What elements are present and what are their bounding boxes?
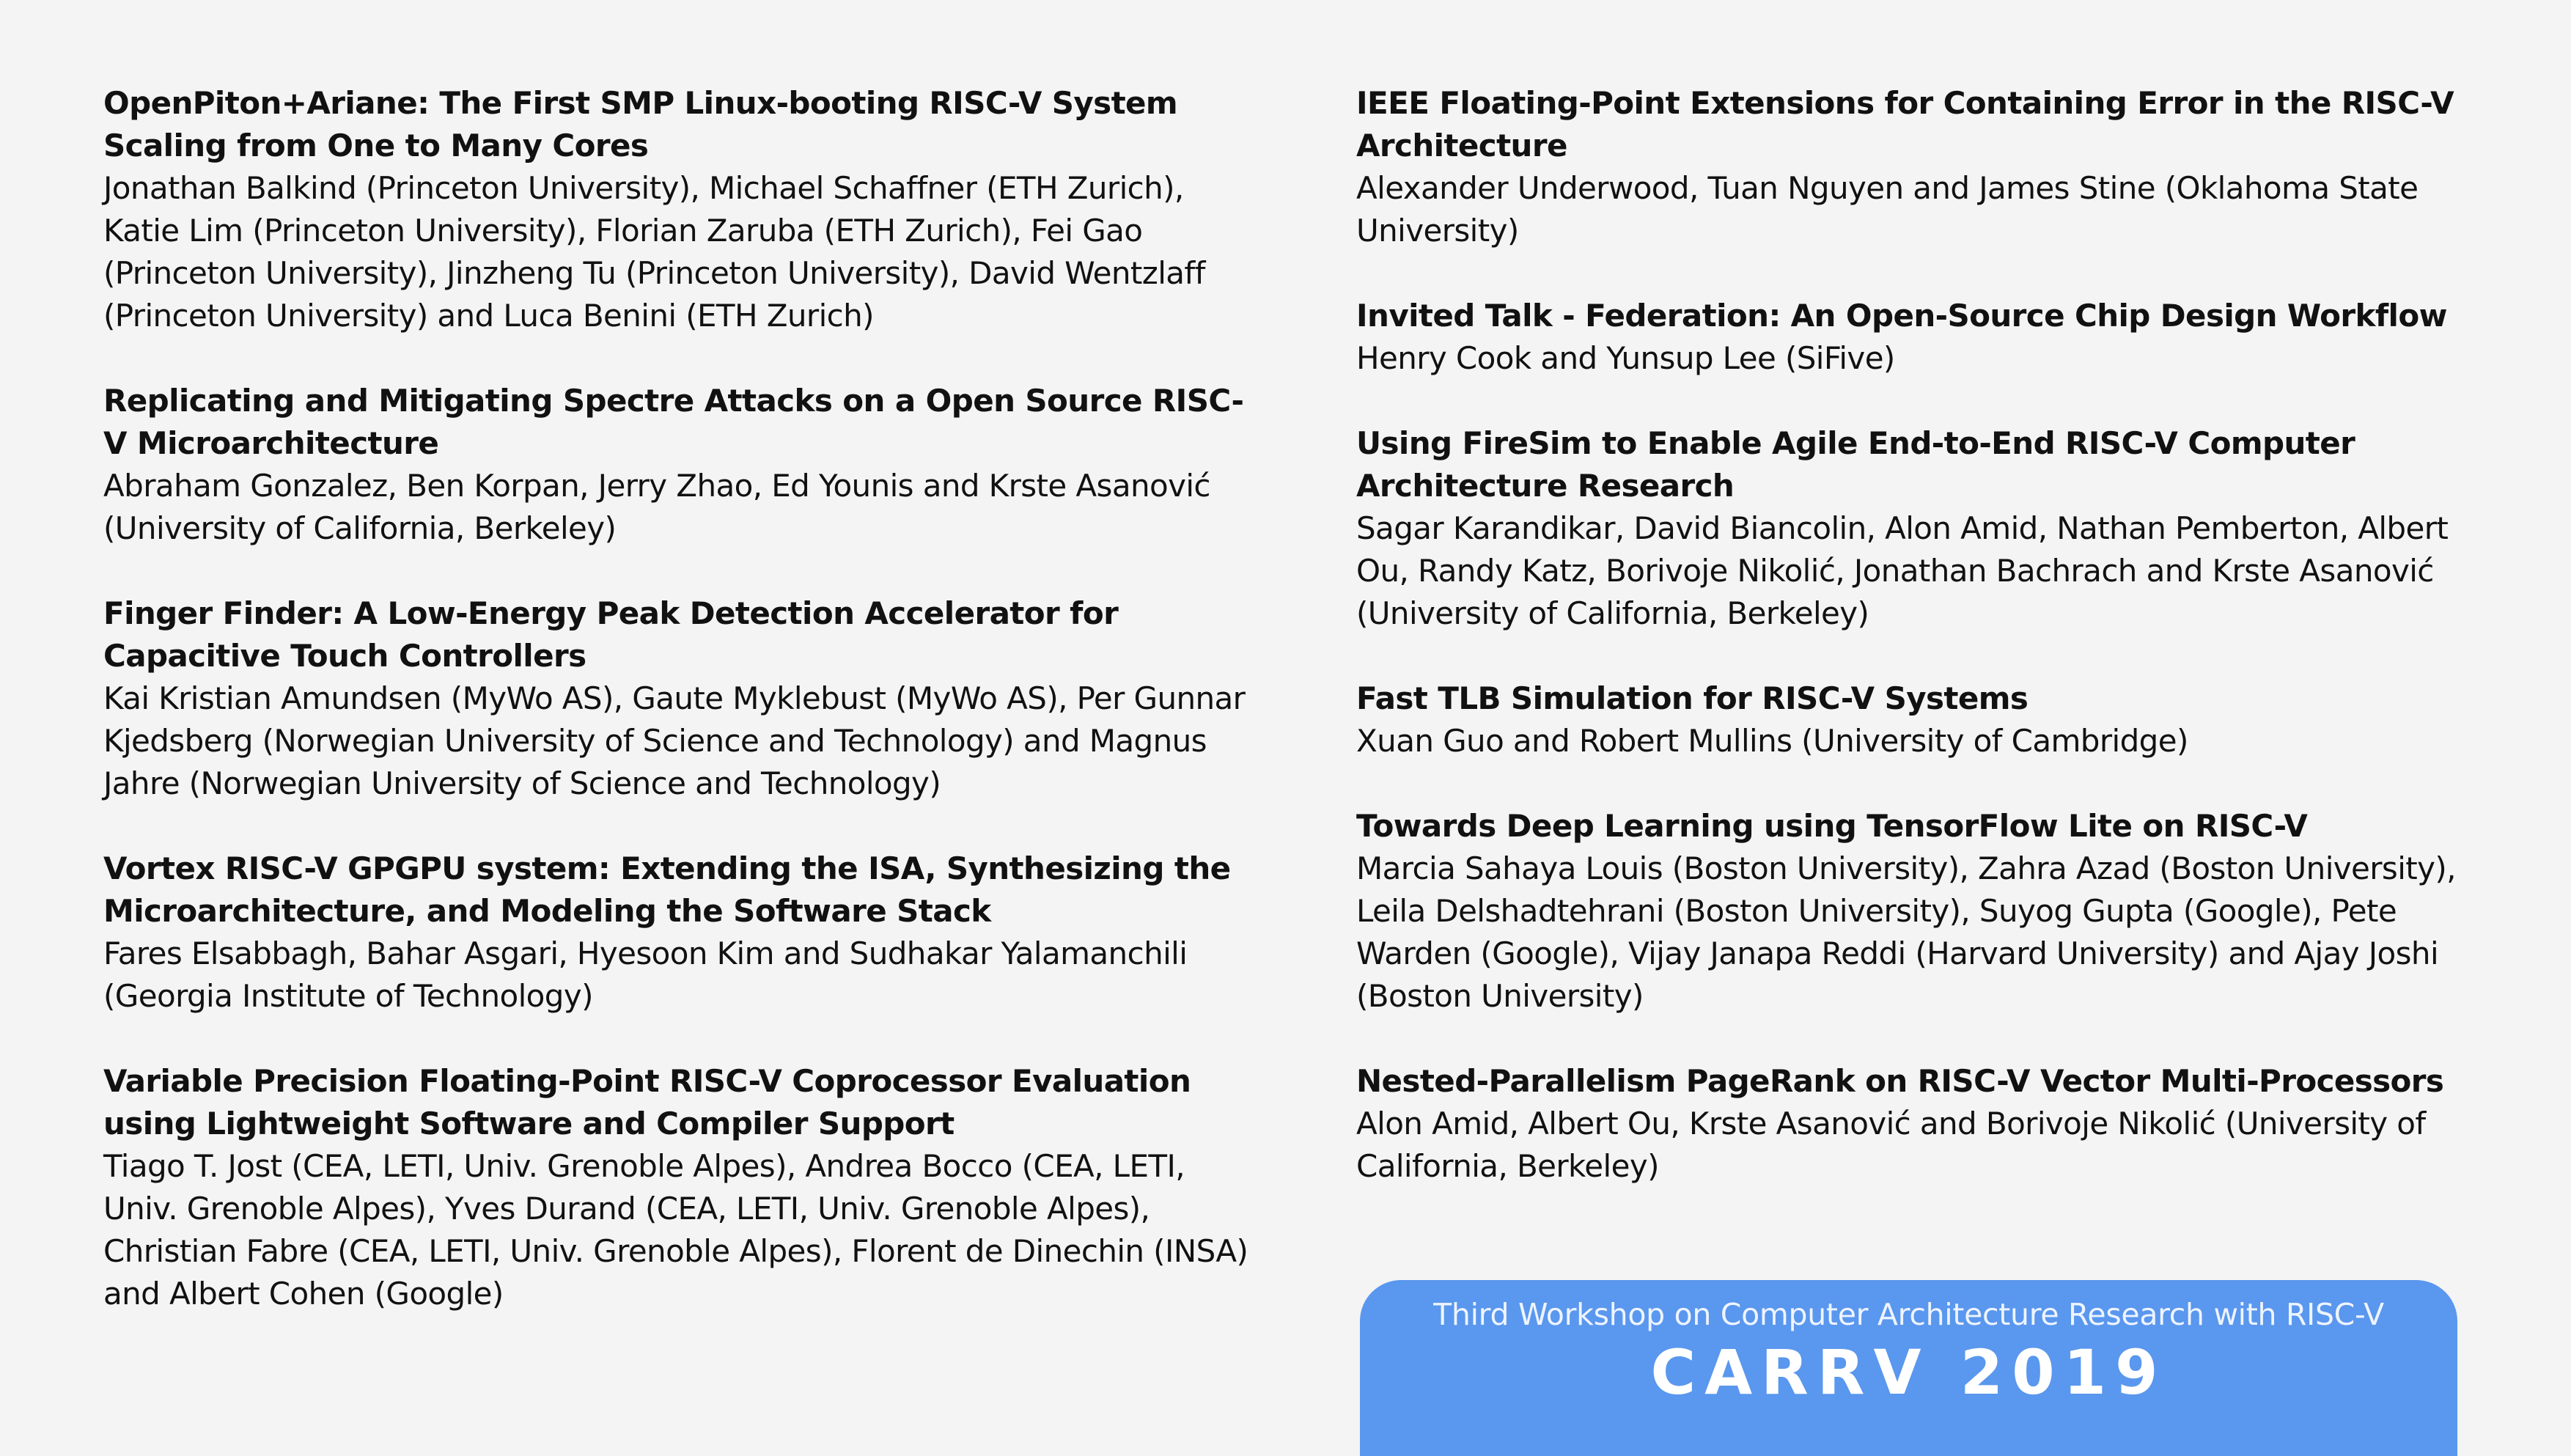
paper-entry (103, 1060, 1262, 1315)
paper-title: Variable Precision Floating-Point RISC-V Coprocessor Evaluation using Lightweight Software and Compiler Support (103, 1063, 1191, 1141)
paper-entry (103, 82, 1262, 337)
paper-authors: Abraham Gonzalez, Ben Korpan, Jerry Zhao, Ed Younis and Krste Asanović (University of California, Berkeley) (103, 468, 1210, 546)
workshop-banner (1360, 1280, 2457, 1456)
banner-subtitle: Third Workshop on Computer Architecture Research with RISC-V (1433, 1297, 2384, 1332)
paper-title: Towards Deep Learning using TensorFlow Lite on RISC-V (1356, 808, 2308, 844)
paper-entry (1356, 677, 2485, 762)
paper-entry (1356, 422, 2485, 635)
paper-authors: Alon Amid, Albert Ou, Krste Asanović and Borivoje Nikolić (University of California, Berkeley) (1356, 1106, 2426, 1184)
banner-title: CARRV 2019 (1650, 1336, 2167, 1408)
paper-authors: Jonathan Balkind (Princeton University), Michael Schaffner (ETH Zurich), Katie Lim (Princeton University), Florian Zaruba (ETH Zurich), Fei Gao (Princeton University), Jinzheng Tu (Princeton University), David Wentzlaff (Princeton University) and Luca Benini (ETH Zurich) (103, 170, 1205, 334)
paper-authors: Sagar Karandikar, David Biancolin, Alon Amid, Nathan Pemberton, Albert Ou, Randy Katz, Borivoje Nikolić, Jonathan Bachrach and Krste Asanović (University of California, Berkeley) (1356, 510, 2449, 631)
paper-authors: Kai Kristian Amundsen (MyWo AS), Gaute Myklebust (MyWo AS), Per Gunnar Kjedsberg (Norwegian University of Science and Technology) and Magnus Jahre (Norwegian University of Science and Technology) (103, 680, 1246, 801)
paper-entry (1356, 1060, 2485, 1188)
paper-authors: Alexander Underwood, Tuan Nguyen and James Stine (Oklahoma State University) (1356, 170, 2419, 249)
left-paper-column (103, 82, 1262, 1358)
paper-title: Nested-Parallelism PageRank on RISC-V Vector Multi-Processors (1356, 1063, 2444, 1099)
paper-entry (1356, 805, 2485, 1018)
paper-title: Invited Talk - Federation: An Open-Source Chip Design Workflow (1356, 298, 2447, 334)
paper-entry (1356, 295, 2485, 380)
paper-title: Using FireSim to Enable Agile End-to-End RISC-V Computer Architecture Research (1356, 425, 2355, 504)
paper-authors: Fares Elsabbagh, Bahar Asgari, Hyesoon Kim and Sudhakar Yalamanchili (Georgia Institute of Technology) (103, 935, 1188, 1014)
paper-entry (103, 592, 1262, 805)
paper-title: OpenPiton+Ariane: The First SMP Linux-booting RISC-V System Scaling from One to Many Cores (103, 85, 1178, 163)
paper-title: Finger Finder: A Low-Energy Peak Detection Accelerator for Capacitive Touch Controllers (103, 595, 1119, 674)
paper-authors: Xuan Guo and Robert Mullins (University of Cambridge) (1356, 723, 2188, 759)
paper-authors: Henry Cook and Yunsup Lee (SiFive) (1356, 340, 1895, 376)
paper-title: Replicating and Mitigating Spectre Attacks on a Open Source RISC-V Microarchitecture (103, 383, 1244, 461)
paper-title: Fast TLB Simulation for RISC-V Systems (1356, 680, 2029, 716)
right-paper-column (1356, 82, 2485, 1230)
paper-title: Vortex RISC-V GPGPU system: Extending the ISA, Synthesizing the Microarchitecture, and Modeling the Software Stack (103, 850, 1231, 929)
paper-authors: Tiago T. Jost (CEA, LETI, Univ. Grenoble Alpes), Andrea Bocco (CEA, LETI, Univ. Grenoble Alpes), Yves Durand (CEA, LETI, Univ. Grenoble Alpes), Christian Fabre (CEA, LETI, Univ. Grenoble Alpes), Florent de Dinechin (INSA) and Albert Cohen (Google) (103, 1148, 1248, 1312)
paper-title: IEEE Floating-Point Extensions for Containing Error in the RISC-V Architecture (1356, 85, 2454, 163)
paper-authors: Marcia Sahaya Louis (Boston University), Zahra Azad (Boston University), Leila Delshadtehrani (Boston University), Suyog Gupta (Google), Pete Warden (Google), Vijay Janapa Reddi (Harvard University) and Ajay Joshi (Boston University) (1356, 850, 2456, 1014)
paper-entry (1356, 82, 2485, 252)
paper-entry (103, 848, 1262, 1018)
paper-entry (103, 380, 1262, 550)
